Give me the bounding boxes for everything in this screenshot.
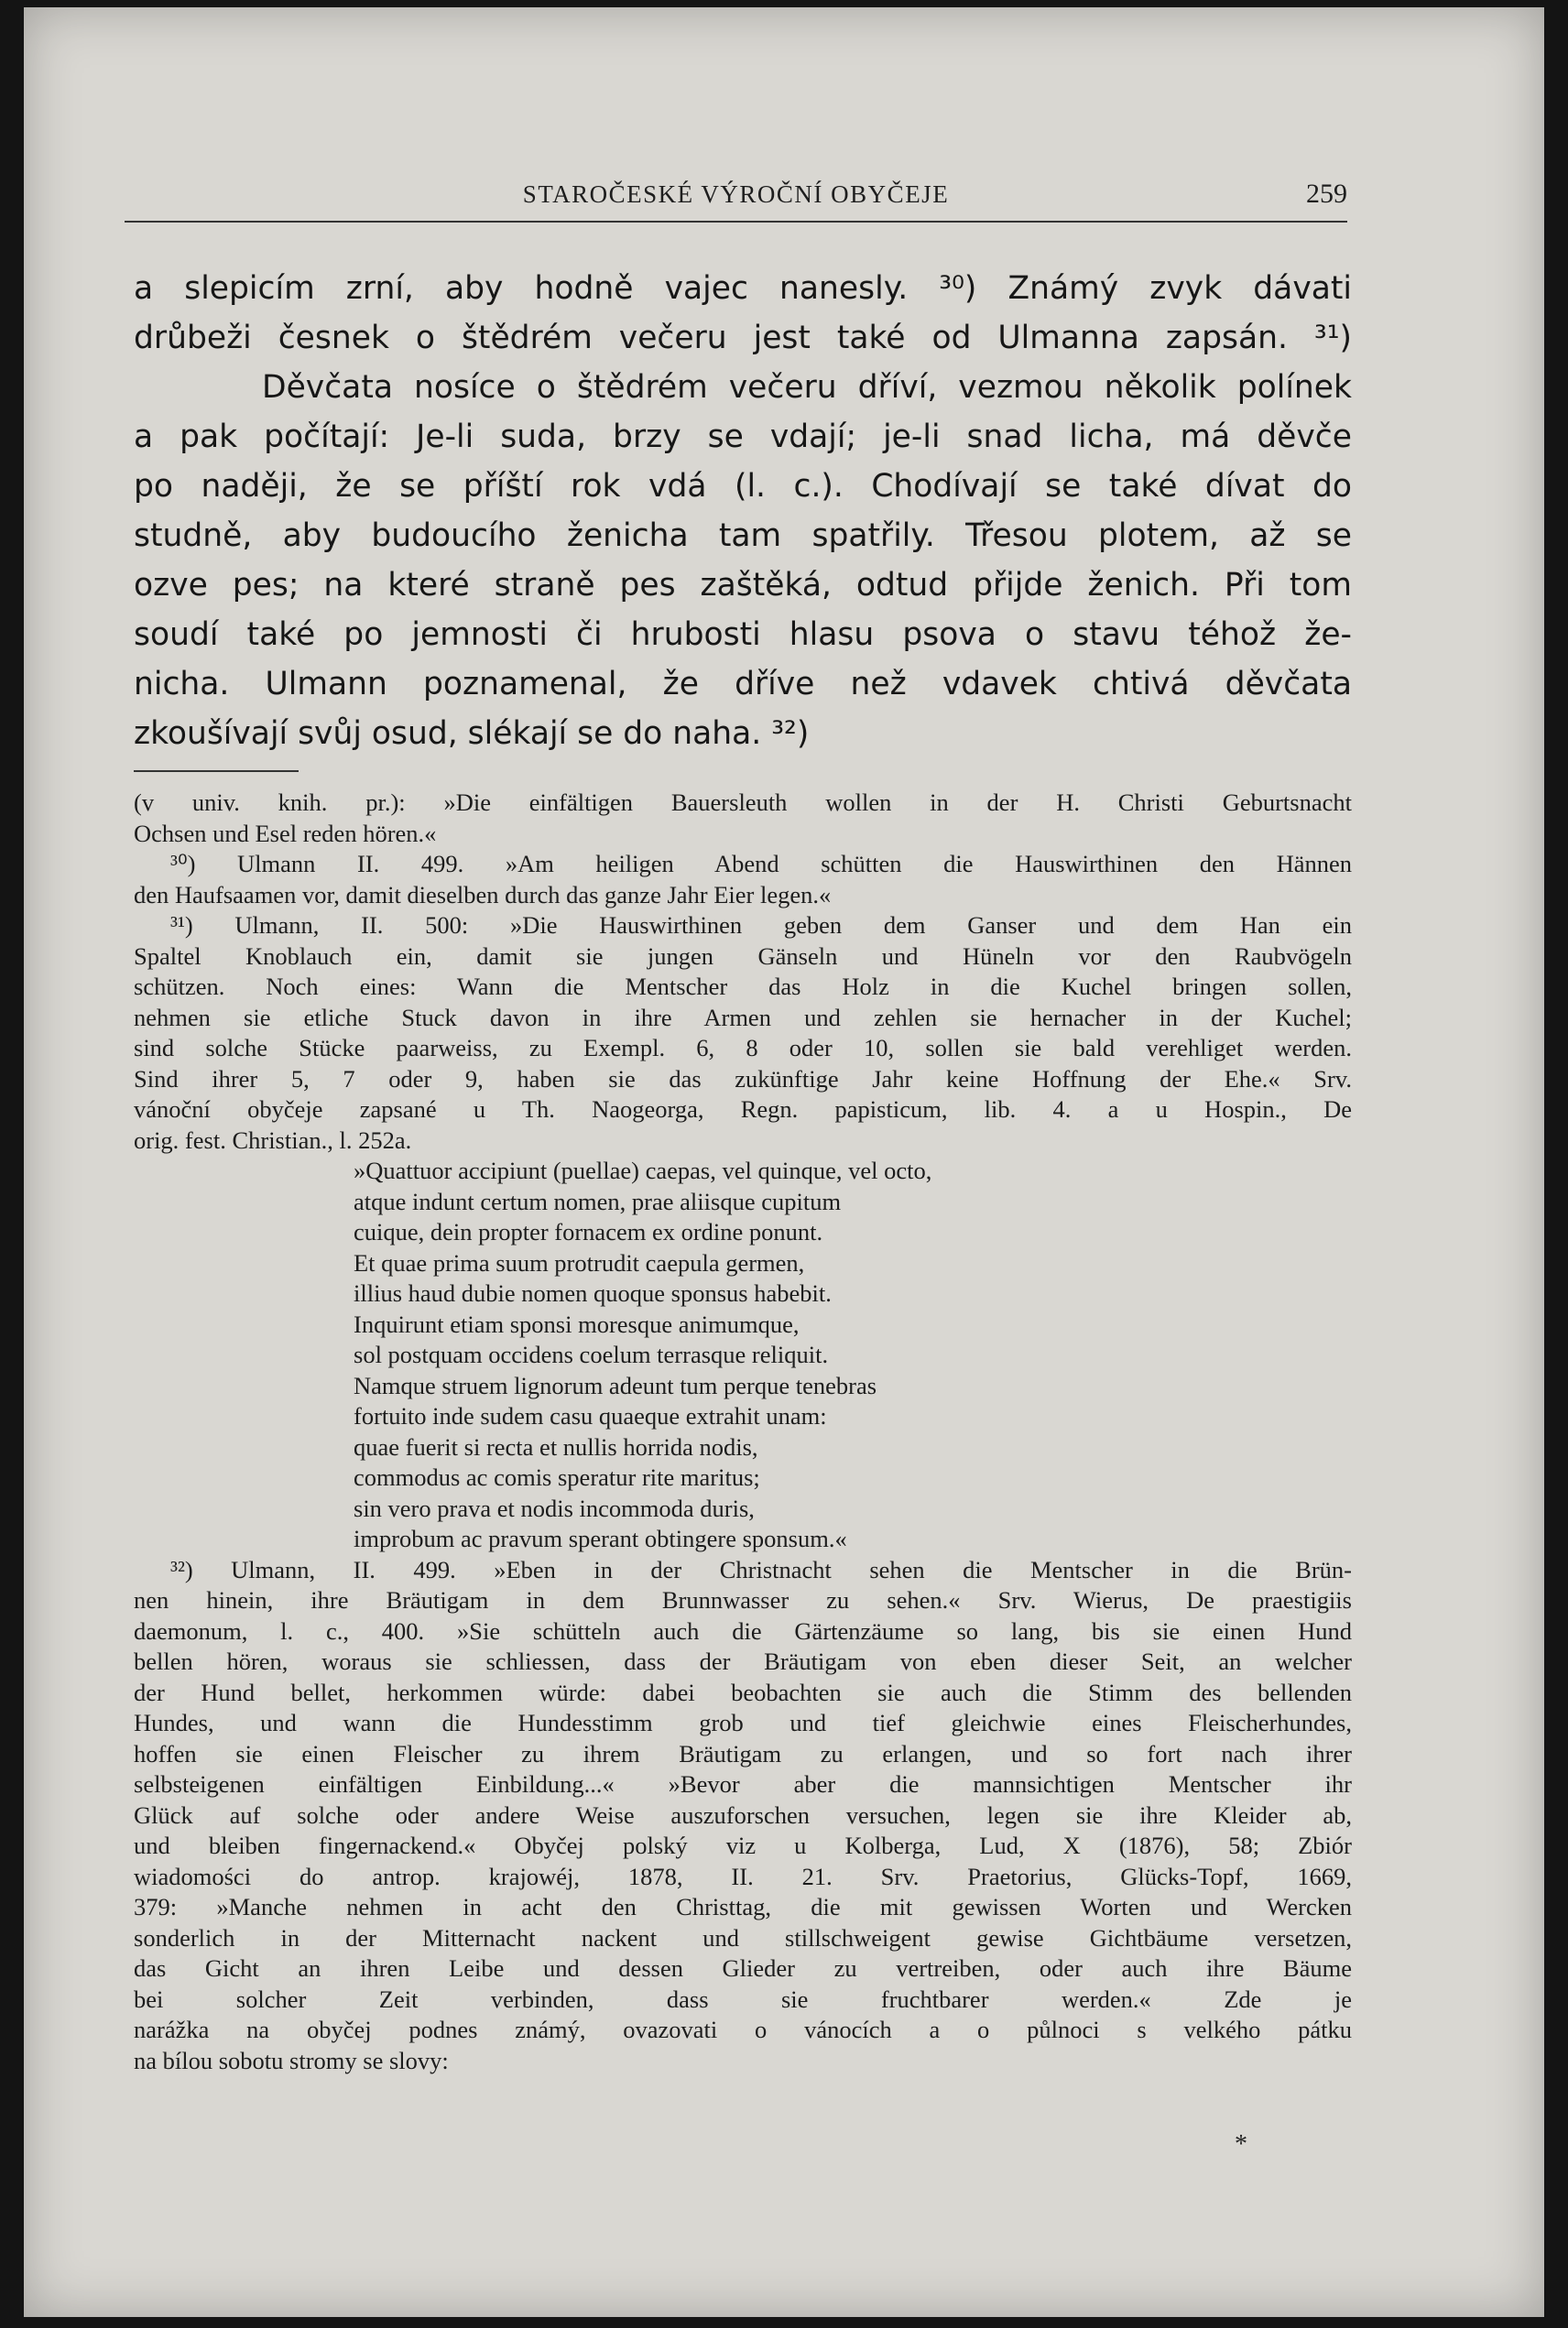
footnote-32 bbox=[134, 1555, 1352, 2077]
book-page bbox=[24, 7, 1544, 2317]
verse-line: Namque struem lignorum adeunt tum perque tenebras bbox=[354, 1371, 877, 1399]
verse-line: Inquirunt etiam sponsi moresque animumque, bbox=[354, 1310, 800, 1338]
footnote-31 bbox=[134, 910, 1352, 1156]
latin-verse bbox=[134, 1156, 1352, 1555]
footnote-line: der Hund bellet, herkommen würde: dabei beobachten sie auch die Stimm des bellenden bbox=[134, 1678, 1352, 1706]
running-title: STAROČESKÉ VÝROČNÍ OBYČEJE bbox=[522, 180, 950, 208]
footnote-line: Sind ihrer 5, 7 oder 9, haben sie das zukünftige Jahr keine Hoffnung der Ehe.« Srv. bbox=[134, 1064, 1352, 1093]
footnote-line: nen hinein, ihre Bräutigam in dem Brunnwasser zu sehen.« Srv. Wierus, De praestigiis bbox=[134, 1586, 1352, 1614]
verse-line: atque indunt certum nomen, prae aliisque cupitum bbox=[354, 1187, 842, 1215]
footnote-line: wiadomości do antrop. krajowéj, 1878, II. 21. Srv. Praetorius, Glücks-Topf, 1669, bbox=[134, 1862, 1352, 1890]
text-line: studně, aby budoucího ženicha tam spatřily. Třesou plotem, až se bbox=[134, 517, 1352, 554]
footnote-line: Glück auf solche oder andere Weise auszuforschen versuchen, legen sie ihre Kleider ab, bbox=[134, 1800, 1352, 1829]
footnote-line: Ochsen und Esel reden hören.« bbox=[134, 819, 437, 847]
footnote-line: (v univ. knih. pr.): »Die einfältigen Bauersleuth wollen in der H. Christi Geburtsnacht bbox=[134, 789, 1352, 816]
text-line: soudí také po jemnosti či hrubosti hlasu psova o stavu téhož že- bbox=[134, 616, 1352, 653]
text-line: po naději, že se příští rok vdá (l. c.). Chodívají se také dívat do bbox=[134, 468, 1352, 505]
footnote-line: ³²) Ulmann, II. 499. »Eben in der Christnacht sehen die Mentscher in die Brün- bbox=[170, 1555, 1352, 1583]
verse-line: commodus ac comis speratur rite maritus; bbox=[354, 1463, 760, 1491]
footnote-line: daemonum, l. c., 400. »Sie schütteln auch die Gärtenzäume so lang, bis sie einen Hund bbox=[134, 1616, 1352, 1645]
footnote-line: vánoční obyčeje zapsané u Th. Naogeorga, Regn. papisticum, lib. 4. a u Hospin., De bbox=[134, 1095, 1352, 1123]
footnote-continuation bbox=[134, 788, 1352, 849]
footnote-line: den Haufsaamen vor, damit dieselben durch das ganze Jahr Eier legen.« bbox=[134, 880, 832, 908]
page-header bbox=[125, 177, 1347, 223]
footnote-line: selbsteigenen einfältigen Einbildung...« »Bevor aber die mannsichtigen Mentscher ihr bbox=[134, 1770, 1352, 1798]
footnote-line: orig. fest. Christian., l. 252a. bbox=[134, 1126, 412, 1154]
footnote-line: hoffen sie einen Fleischer zu ihrem Bräutigam zu erlangen, und so fort nach ihrer bbox=[134, 1739, 1352, 1768]
verse-line: »Quattuor accipiunt (puellae) caepas, vel quinque, vel octo, bbox=[354, 1157, 932, 1184]
footnote-line: Hundes, und wann die Hundesstimm grob und tief gleichwie eines Fleischerhundes, bbox=[134, 1709, 1352, 1736]
footnote-line: 379: »Manche nehmen in acht den Christtag, die mit gewissen Worten und Wercken bbox=[134, 1893, 1352, 1920]
text-line: nicha. Ulmann poznamenal, že dříve než vdavek chtivá děvčata bbox=[134, 666, 1352, 702]
footnote-line: bellen hören, woraus sie schliessen, dass der Bräutigam von eben dieser Seit, an welcher bbox=[134, 1648, 1352, 1675]
verse-line: sol postquam occidens coelum terrasque reliquit. bbox=[354, 1341, 829, 1368]
text-line: ozve pes; na které straně pes zaštěká, odtud přijde ženich. Při tom bbox=[134, 567, 1352, 604]
text-line: Děvčata nosíce o štědrém večeru dříví, vezmou několik polínek bbox=[262, 369, 1352, 406]
footnote-divider bbox=[134, 770, 299, 772]
verse-line: Et quae prima suum protrudit caepula germen, bbox=[354, 1248, 805, 1277]
footnote-line: sonderlich in der Mitternacht nackent und stillschweigent gewise Gichtbäume versetzen, bbox=[134, 1923, 1352, 1952]
footnote-line: narážka na obyčej podnes známý, ovazovati o vánocích a o půlnoci s velkého pátku bbox=[134, 2016, 1352, 2043]
footnote-line: na bílou sobotu stromy se slovy: bbox=[134, 2046, 449, 2074]
verse-line: sin vero prava et nodis incommoda duris, bbox=[354, 1494, 755, 1522]
page-mark: * bbox=[1235, 2130, 1247, 2159]
footnote-30 bbox=[134, 849, 1352, 910]
footnote-line: nehmen sie etliche Stuck davon in ihre Armen und zehlen sie hernacher in der Kuchel; bbox=[134, 1003, 1352, 1031]
footnotes bbox=[134, 788, 1352, 2076]
text-line: zkoušívají svůj osud, slékají se do naha. ³²) bbox=[134, 715, 810, 752]
page-number: 259 bbox=[1306, 179, 1347, 209]
footnote-line: ³¹) Ulmann, II. 500: »Die Hauswirthinen geben dem Ganser und dem Han ein bbox=[170, 911, 1352, 939]
footnote-line: ³⁰) Ulmann II. 499. »Am heiligen Abend schütten die Hauswirthinen den Hännen bbox=[170, 850, 1352, 877]
verse-line: improbum ac pravum sperant obtingere sponsum.« bbox=[354, 1525, 847, 1552]
verse-line: cuique, dein propter fornacem ex ordine ponunt. bbox=[354, 1218, 823, 1246]
text-line: a pak počítají: Je-li suda, brzy se vdají; je-li snad licha, má děvče bbox=[134, 419, 1352, 455]
verse-line: quae fuerit si recta et nullis horrida nodis, bbox=[354, 1432, 758, 1461]
footnote-line: und bleiben fingernackend.« Obyčej polský viz u Kolberga, Lud, X (1876), 58; Zbiór bbox=[134, 1832, 1352, 1859]
footnote-line: Spaltel Knoblauch ein, damit sie jungen Gänseln und Hüneln vor den Raubvögeln bbox=[134, 941, 1352, 970]
text-line: drůbeži česnek o štědrém večeru jest také od Ulmanna zapsán. ³¹) bbox=[134, 320, 1352, 356]
text-line: a slepicím zrní, aby hodně vajec nanesly. ³⁰) Známý zvyk dávati bbox=[134, 270, 1352, 307]
verse-line: fortuito inde sudem casu quaeque extrahit unam: bbox=[354, 1402, 827, 1430]
footnote-line: das Gicht an ihren Leibe und dessen Glieder zu vertreiben, oder auch ihre Bäume bbox=[134, 1954, 1352, 1982]
footnote-line: bei solcher Zeit verbinden, dass sie fruchtbarer werden.« Zde je bbox=[134, 1985, 1352, 2013]
footnote-line: sind solche Stücke paarweiss, zu Exempl. 6, 8 oder 10, sollen sie bald verehliget werden. bbox=[134, 1034, 1352, 1061]
footnote-line: schützen. Noch eines: Wann die Mentscher das Holz in die Kuchel bringen sollen, bbox=[134, 973, 1352, 1000]
main-text bbox=[134, 264, 1352, 758]
verse-line: illius haud dubie nomen quoque sponsus habebit. bbox=[354, 1279, 832, 1307]
